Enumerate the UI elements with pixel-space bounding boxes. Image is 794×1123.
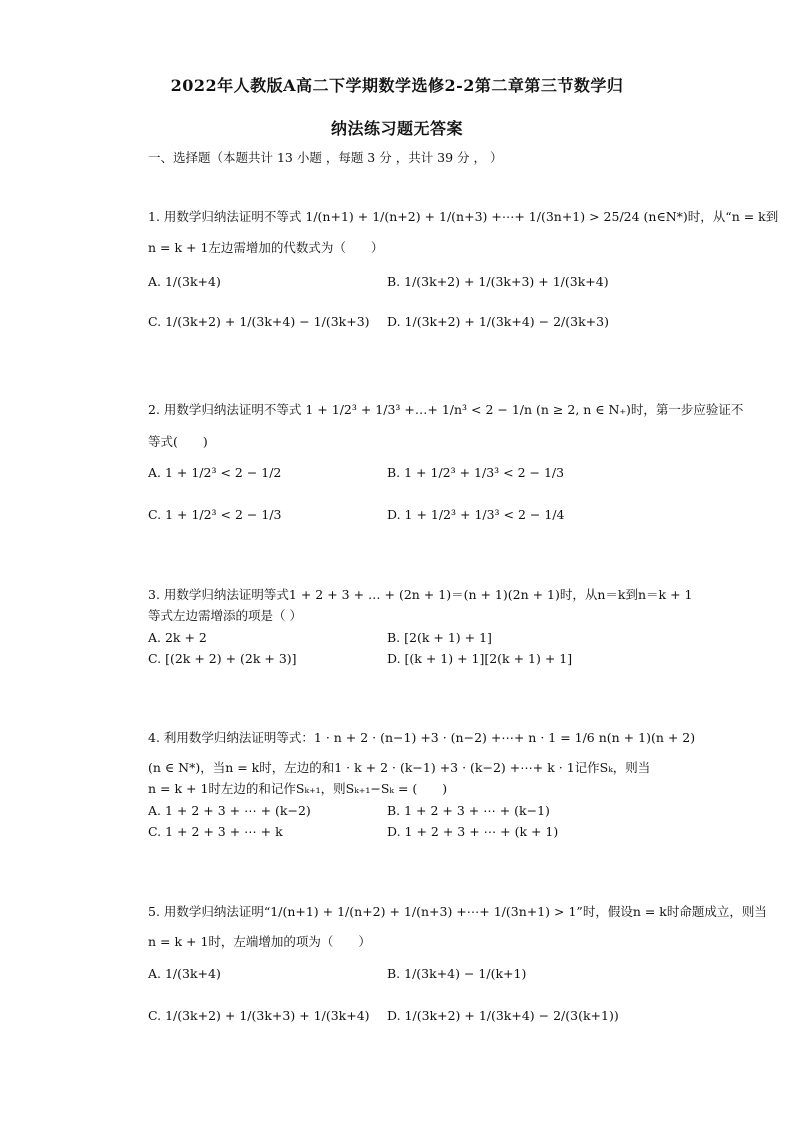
question-1-line-1: 1. 用数学归纳法证明不等式 1/(n+1) + 1/(n+2) + 1/(n+3) +⋯+ 1/(3n+1) > 25/24 (n∈N*)时，从“n = k到 (148, 209, 779, 224)
question-4-option-d[interactable]: D. 1 + 2 + 3 + ⋯ + (k + 1) (387, 824, 559, 839)
page-title-line1: 2022年人教版A高二下学期数学选修2-2第二章第三节数学归 (170, 76, 624, 95)
question-2-option-c[interactable]: C. 1 + 1/2³ < 2 − 1/3 (148, 507, 282, 522)
question-2-line-2: 等式( ) (148, 434, 208, 449)
question-1-option-c[interactable]: C. 1/(3k+2) + 1/(3k+4) − 1/(3k+3) (148, 314, 370, 329)
question-4-option-c[interactable]: C. 1 + 2 + 3 + ⋯ + k (148, 824, 283, 839)
question-5-option-d[interactable]: D. 1/(3k+2) + 1/(3k+4) − 2/(3(k+1)) (387, 1008, 619, 1023)
question-3-option-c[interactable]: C. [(2k + 2) + (2k + 3)] (148, 651, 297, 666)
question-1-option-d[interactable]: D. 1/(3k+2) + 1/(3k+4) − 2/(3k+3) (387, 314, 609, 329)
question-2-line-1: 2. 用数学归纳法证明不等式 1 + 1/2³ + 1/3³ +…+ 1/n³ < 2 − 1/n (n ≥ 2, n ∈ N₊)时，第一步应验证不 (148, 402, 744, 417)
question-5-option-a[interactable]: A. 1/(3k+4) (148, 966, 221, 981)
question-5-option-b[interactable]: B. 1/(3k+4) − 1/(k+1) (387, 966, 527, 981)
question-3-line-2: 等式左边需增添的项是（ ） (148, 608, 302, 623)
question-4-option-b[interactable]: B. 1 + 2 + 3 + ⋯ + (k−1) (387, 803, 550, 818)
question-5-line-2: n = k + 1时，左端增加的项为（ ） (148, 934, 371, 949)
question-4-line-1: 4. 利用数学归纳法证明等式：1 · n + 2 · (n−1) +3 · (n−2) +⋯+ n · 1 = 1/6 n(n + 1)(n + 2) (148, 730, 696, 745)
question-3-option-b[interactable]: B. [2(k + 1) + 1] (387, 630, 492, 645)
section-heading: 一、选择题（本题共计 13 小题 ，每题 3 分 ，共计 39 分 ， ） (148, 150, 503, 165)
question-4-line-2: (n ∈ N*)，当n = k时，左边的和1 · k + 2 · (k−1) +3 · (k−2) +⋯+ k · 1记作Sₖ，则当 (148, 760, 651, 775)
question-1-option-a[interactable]: A. 1/(3k+4) (148, 274, 221, 289)
question-2-option-a[interactable]: A. 1 + 1/2³ < 2 − 1/2 (148, 465, 282, 480)
question-5-line-1: 5. 用数学归纳法证明“1/(n+1) + 1/(n+2) + 1/(n+3) +⋯+ 1/(3n+1) > 1”时，假设n = k时命题成立，则当 (148, 904, 767, 919)
question-1-line-2: n = k + 1左边需增加的代数式为（ ） (148, 240, 384, 255)
page-title-line2: 纳法练习题无答案 (330, 119, 463, 138)
question-4-option-a[interactable]: A. 1 + 2 + 3 + ⋯ + (k−2) (148, 803, 311, 818)
question-3-option-d[interactable]: D. [(k + 1) + 1][2(k + 1) + 1] (387, 651, 573, 666)
question-5-option-c[interactable]: C. 1/(3k+2) + 1/(3k+3) + 1/(3k+4) (148, 1008, 370, 1023)
question-1-option-b[interactable]: B. 1/(3k+2) + 1/(3k+3) + 1/(3k+4) (387, 274, 609, 289)
question-2-option-b[interactable]: B. 1 + 1/2³ + 1/3³ < 2 − 1/3 (387, 465, 565, 480)
question-3-line-1: 3. 用数学归纳法证明等式1 + 2 + 3 + … + (2n + 1)＝(n + 1)(2n + 1)时，从n＝k到n＝k + 1 (148, 587, 693, 602)
question-4-line-3: n = k + 1时左边的和记作Sₖ₊₁，则Sₖ₊₁−Sₖ = ( ) (148, 781, 448, 796)
question-3-option-a[interactable]: A. 2k + 2 (148, 630, 207, 645)
question-2-option-d[interactable]: D. 1 + 1/2³ + 1/3³ < 2 − 1/4 (387, 507, 565, 522)
